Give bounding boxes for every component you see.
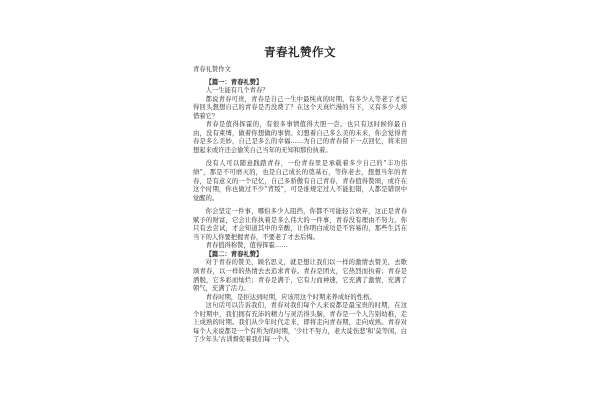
body-paragraph: 青春时期，是拒达到时期，应该用这个时期来养成好的性格。 [205,293,376,301]
body-paragraph: 没有人可以随意践踏青春，一份青春里是承载着多少自己的“丰功伟绩”，那是不可磨灭的，也是自己成长的奠基石，等你老去，想想当年的青春，是有意义的一个记忆，自己多骄傲有自己青春，青春值得赞颂，或许在这个时期，你也做过不少“背叛”，可是谁规定过人不能犯错，人都是错误中觉醒的。 [193,160,407,202]
body-paragraph: 你会坚定一件事，哪怕多少人阻挡，你都不可能轻言放弃，这正是青春赋予的财富，它会让你执着是多么伟大的一件事，青春没有理由不努力。你只有去尝试，才会知道其中的辛酸，让你明白成功是不容易的，那些生活在当下的人你要把握青春，不要老了才去后悔。 [193,208,407,241]
body-paragraph: 对于青春的赞美，顾名思义，就是想让我们以一样的激情去赞美，去歌颂青春，以一样的热情去去追求青春。青春是团火，它热烈而执着；青春是洒脱，它多彩而灿烂；青春是满于，它有力而神速，它充满了激情，充满了朝气，充满了活力。 [193,259,407,293]
body-paragraph: 人一生能有几个青春？ [205,87,269,95]
body-paragraph: 这句话可以告诉我们，青春对我们每个人来说都是最宝贵的时期，在这个时期中，我们拥有充沛的精力与灵活得头脑，青春是一个人告别幼稚，走上成熟的时期。我们从少年时代走来，即将走向青春期，走向成熟。青春对每个人来说都是一个有所为的时期，'少壮不努力，老大徒伤悲'和'莫等闲，白了少年头'古训督促着我们每一个人 [193,302,407,344]
paragraph-list [193,79,407,345]
document-body [193,66,407,345]
body-paragraph: 青春值得称赞，值得挥霍…… [205,242,288,250]
document-title: 青春礼赞作文 [264,45,336,59]
body-paragraph: 青春是值得挥霍的，有很多事情值得大胆一尝。也只有这时候你最自由，没有束缚，做着你想做的事情。幻想着自己多么美的未来，你会觉得青春是多么美妙，自己是多么的幸福……为自己的青春留下一点回忆，将来回想起来或许还会偷笑自己当年的无知和那份执着。 [193,121,407,154]
section-heading: 【篇二：青春礼赞】 [205,250,263,258]
section-heading: 【篇一：青春礼赞】 [205,78,263,86]
document-subtitle: 青春礼赞作文 [193,66,231,73]
body-paragraph: 都说青春可贵，青春是自己一生中最纯真的时期，有多少人等老了才记得回头想想自己的青春是否没费了？在这个天真烂漫的当下，又有多少人珍惜着它？ [193,95,407,120]
